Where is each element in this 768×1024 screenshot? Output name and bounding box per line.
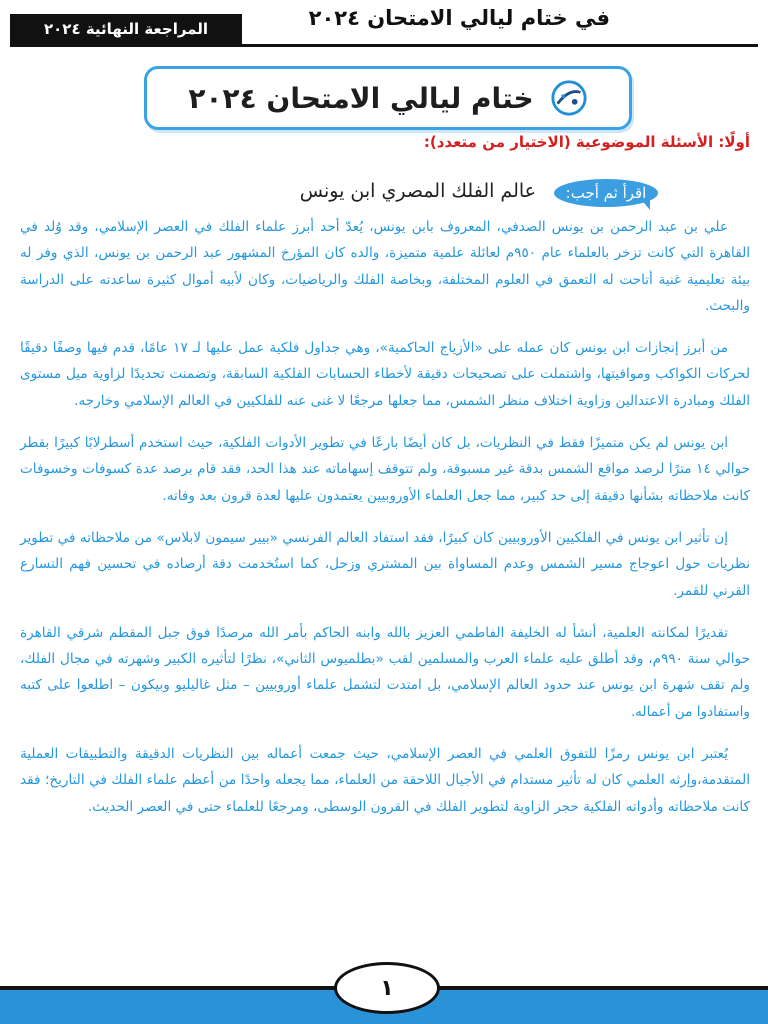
section-heading: أولًا: الأسئلة الموضوعية (الاختيار من متعدد): bbox=[423, 133, 750, 151]
magazine-logo-icon bbox=[550, 79, 588, 117]
passage-paragraph: يُعتبر ابن يونس رمزًا للتفوق العلمي في العصر الإسلامي، حيث جمعت أعماله بين النظريات الدقيقة والتطبيقات العملية المتقدمة،وإرثه العلمي كان له تأثير مستدام في الأجيال اللاحقة من العلماء، مما يجعله واحدًا من أعظم علماء الفلك في التاريخ؛ فقد كانت ملاحظاته وأدواته الفلكية حجر الزاوية لتطوير الفلك في القرون الوسطى، ومرجعًا للعلماء حتى في العصر الحديث. bbox=[20, 746, 750, 815]
read-and-answer-label: اقرأ ثم أجب: bbox=[554, 179, 658, 207]
passage-paragraph: ابن يونس لم يكن متميزًا فقط في النظريات، بل كان أيضًا بارعًا في تطوير الأدوات الفلكية، حيث استخدم أسطرلابًا كبيرًا بقطر حوالي ١٤ مترًا لرصد مواقع الشمس بدقة غير مسبوقة، ولم تتوقف إسهاماته عند هذا الحد، فقد قام برصد عدة كسوفات وخسوفات كانت ملاحظاته بشأنها دقيقة إلى حد كبير، مما جعل العلماء الأوروبيين يعتمدون عليها لعدة قرون بعد وفاته. bbox=[20, 435, 750, 504]
page-number: ١ bbox=[334, 962, 440, 1014]
passage-title: عالم الفلك المصري ابن يونس bbox=[299, 180, 536, 202]
passage-paragraph: إن تأثير ابن يونس في الفلكيين الأوروبيين كان كبيرًا، فقد استفاد العالم الفرنسي «بيير سيمون لابلاس» من ملاحظاته في تطوير نظريات حول اعوجاج مسير الشمس وعدم المساواة بين المشتري وزحل، كما استُخدمت دقة أرصاده في تحسين فهم التسارع القرني للقمر. bbox=[20, 529, 750, 599]
passage-paragraph: من أبرز إنجازات ابن يونس كان عمله على «الأزياج الحاكمية»، وهي جداول فلكية عمل عليها لـ ١٧ عامًا، قدم فيها وصفًا دقيقًا لحركات الكواكب ومواقيتها، واشتملت على تصحيحات دقيقة لأخطاء الحسابات الفلكية السابقة، وتضمنت تحديدًا لزاوية ميل مستوى الفلك ومبادرة الاعتدالين وزاوية اختلاف منظر الشمس، مما جعلها مرجعًا لا غنى عنه للفلكيين في العالم الإسلامي وخارجه. bbox=[20, 340, 750, 409]
reading-passage bbox=[20, 214, 750, 836]
page-header bbox=[0, 0, 768, 48]
passage-paragraph: تقديرًا لمكانته العلمية، أنشأ له الخليفة الفاطمي العزيز بالله وابنه الحاكم بأمر الله مرصدًا فوق جبل المقطم شرقي القاهرة حوالي سنة ٩٩٠م، وقد أطلق عليه علماء العرب والمسلمين لقب «بطلميوس الثاني»، نظرًا لتأثيره الكبير وشهرته في مجال الفلك، ولم تقف شهرة ابن يونس عند حدود العالم الإسلامي، بل امتدت لتشمل علماء أوروبيين – مثل غاليليو وبيكون – اطلعوا على كتبه واستفادوا من أعماله. bbox=[20, 624, 750, 720]
header-badge: المراجعة النهائية ٢٠٢٤ bbox=[10, 14, 242, 44]
passage-paragraph: علي بن عبد الرحمن بن يونس الصدفي، المعروف بابن يونس، يُعدّ أحد أبرز علماء الفلك في العصر الإسلامي، وقد وُلد في القاهرة التي كانت تزخر بالعلماء عام ٩٥٠م لعائلة علمية متميزة، والده كان المؤرخ المشهور عبد الرحمن بن يونس، الذي وفر له بيئة تعليمية غنية أتاحت له التعمق في العلوم المختلفة، وبخاصة الفلك والرياضيات، وكان لأبيه أموال كثيرة ساعدته على الدراسة والبحث. bbox=[20, 219, 750, 314]
header-divider bbox=[10, 44, 758, 47]
banner-title: ختام ليالي الامتحان ٢٠٢٤ bbox=[188, 81, 534, 115]
speech-bubble-tail-icon bbox=[640, 198, 650, 210]
title-banner bbox=[144, 66, 632, 130]
header-title: في ختام ليالي الامتحان ٢٠٢٤ bbox=[308, 6, 610, 30]
